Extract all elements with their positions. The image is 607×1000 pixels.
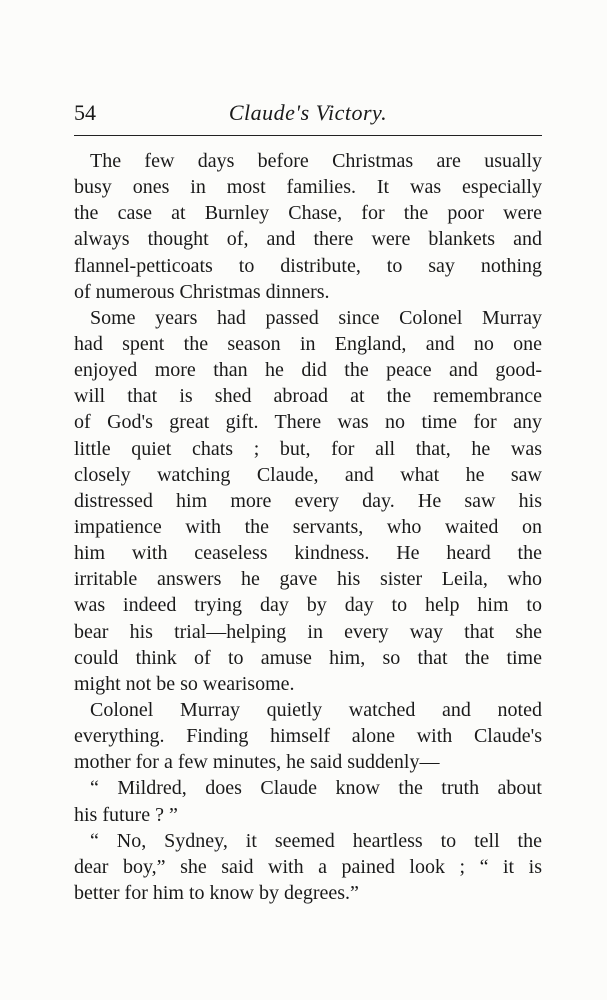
text-line: busy ones in most families. It was especially	[74, 176, 542, 199]
text-line: “ Mildred, does Claude know the truth about	[90, 777, 542, 800]
text-line: dear boy,” she said with a pained look ; “ it is	[74, 855, 542, 878]
text-line: enjoyed more than he did the peace and good-	[74, 359, 542, 382]
text-line: Colonel Murray quietly watched and noted	[90, 698, 542, 721]
text-line: “ No, Sydney, it seemed heartless to tell the	[90, 829, 542, 852]
header-rule	[74, 135, 542, 136]
text-line: always thought of, and there were blankets and	[74, 228, 542, 251]
page-number: 54	[74, 100, 96, 125]
text-line: the case at Burnley Chase, for the poor were	[74, 202, 542, 225]
text-line: flannel-petticoats to distribute, to say nothing	[74, 254, 542, 277]
text-line: of numerous Christmas dinners.	[74, 280, 330, 303]
text-line: irritable answers he gave his sister Leila, who	[74, 568, 542, 591]
page-body-text	[74, 148, 542, 906]
running-header	[74, 100, 542, 130]
text-line: will that is shed abroad at the remembrance	[74, 385, 542, 408]
text-line: was indeed trying day by day to help him to	[74, 594, 542, 617]
text-line: had spent the season in England, and no one	[74, 332, 542, 355]
text-line: mother for a few minutes, he said suddenly—	[74, 751, 440, 774]
text-line: might not be so wearisome.	[74, 672, 295, 695]
text-line: bear his trial—helping in every way that she	[74, 620, 542, 643]
text-line: could think of to amuse him, so that the time	[74, 646, 542, 669]
text-line: better for him to know by degrees.”	[74, 881, 359, 904]
text-line: his future ? ”	[74, 803, 178, 826]
text-line: distressed him more every day. He saw his	[74, 489, 542, 512]
text-line: him with ceaseless kindness. He heard the	[74, 542, 542, 565]
text-line: everything. Finding himself alone with Claude's	[74, 725, 542, 748]
running-title: Claude's Victory.	[228, 100, 388, 125]
text-line: Some years had passed since Colonel Murray	[90, 306, 542, 329]
text-line: The few days before Christmas are usually	[90, 150, 542, 172]
text-line: closely watching Claude, and what he saw	[74, 463, 542, 486]
text-line: of God's great gift. There was no time for any	[74, 411, 542, 434]
text-line: impatience with the servants, who waited on	[74, 515, 542, 538]
text-line: little quiet chats ; but, for all that, he was	[74, 437, 542, 460]
